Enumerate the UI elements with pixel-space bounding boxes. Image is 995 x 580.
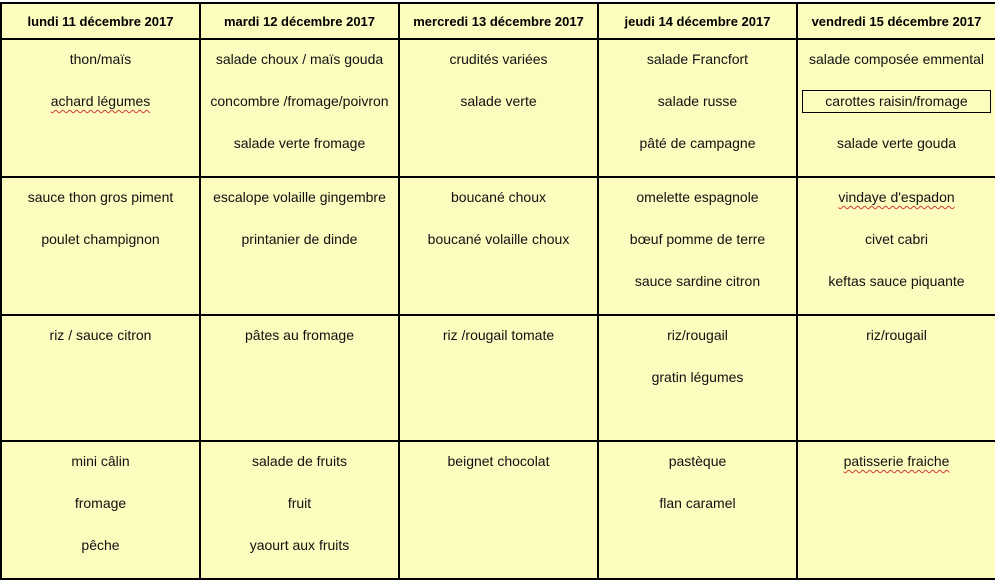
dish-item: printanier de dinde xyxy=(241,231,358,247)
dish-item: yaourt aux fruits xyxy=(249,537,350,553)
dish-item: sauce thon gros piment xyxy=(27,189,174,205)
dish-item: pêche xyxy=(81,537,120,553)
menu-cell[interactable] xyxy=(200,177,399,315)
day-header-thursday: jeudi 14 décembre 2017 xyxy=(598,3,797,39)
dish-item: salade russe xyxy=(657,93,738,109)
dish-item: salade composée emmental xyxy=(808,51,985,67)
menu-cell[interactable] xyxy=(399,39,598,177)
menu-row-desserts xyxy=(1,441,995,579)
dish-item: salade verte fromage xyxy=(233,135,366,151)
dish-item: concombre /fromage/poivron xyxy=(210,93,389,109)
dish-item: escalope volaille gingembre xyxy=(213,189,386,205)
dish-item: pâté de campagne xyxy=(639,135,756,151)
dish-item: gratin légumes xyxy=(651,369,744,385)
menu-cell[interactable] xyxy=(1,315,200,441)
menu-cell[interactable] xyxy=(1,177,200,315)
dish-item: beignet chocolat xyxy=(447,453,550,469)
menu-cell[interactable] xyxy=(399,441,598,579)
dish-item: crudités variées xyxy=(449,51,548,67)
dish-item: thon/maïs xyxy=(69,51,132,67)
menu-header xyxy=(1,3,995,39)
dish-item: boucané volaille choux xyxy=(427,231,570,247)
menu-cell[interactable] xyxy=(797,441,995,579)
dish-item: riz / sauce citron xyxy=(49,327,152,343)
dish-item: flan caramel xyxy=(659,495,736,511)
dish-item: riz/rougail xyxy=(866,327,927,343)
day-header-tuesday: mardi 12 décembre 2017 xyxy=(200,3,399,39)
dish-item: civet cabri xyxy=(864,231,929,247)
menu-cell[interactable] xyxy=(200,39,399,177)
menu-cell[interactable] xyxy=(797,39,995,177)
dish-item xyxy=(798,188,995,230)
dish-item: salade verte xyxy=(460,93,537,109)
weekly-menu-table xyxy=(0,2,995,580)
menu-cell[interactable] xyxy=(797,315,995,441)
dish-item: riz/rougail xyxy=(667,327,728,343)
menu-row-mains xyxy=(1,177,995,315)
dish-item: fruit xyxy=(287,495,312,511)
dish-item: mini câlin xyxy=(71,453,130,469)
dish-item-text: vindaye d'espadon xyxy=(838,189,955,205)
dish-item: salade de fruits xyxy=(252,453,347,469)
day-header-wednesday: mercredi 13 décembre 2017 xyxy=(399,3,598,39)
selected-dish-text: carottes raisin/fromage xyxy=(802,90,990,113)
menu-cell[interactable] xyxy=(399,315,598,441)
dish-item xyxy=(2,92,199,134)
dish-item-text: patisserie fraiche xyxy=(843,453,950,469)
dish-item: pastèque xyxy=(668,453,727,469)
menu-cell[interactable] xyxy=(1,441,200,579)
menu-row-sides xyxy=(1,315,995,441)
menu-cell[interactable] xyxy=(200,315,399,441)
dish-item: salade choux / maïs gouda xyxy=(215,51,384,67)
dish-item: salade verte gouda xyxy=(836,135,957,151)
dish-item: omelette espagnole xyxy=(636,189,759,205)
dish-item: boucané choux xyxy=(451,189,546,205)
dish-item: pâtes au fromage xyxy=(245,327,354,343)
dish-item-text: achard légumes xyxy=(50,93,151,109)
header-row xyxy=(1,3,995,39)
menu-cell[interactable] xyxy=(200,441,399,579)
dish-item: fromage xyxy=(74,495,127,511)
dish-item: sauce sardine citron xyxy=(634,273,761,289)
day-header-monday: lundi 11 décembre 2017 xyxy=(1,3,200,39)
dish-item: bœuf pomme de terre xyxy=(629,231,766,247)
dish-item: keftas sauce piquante xyxy=(828,273,965,289)
dish-item: riz /rougail tomate xyxy=(442,327,555,343)
dish-item: salade Francfort xyxy=(646,51,749,67)
dish-item xyxy=(798,452,995,494)
menu-row-starters xyxy=(1,39,995,177)
menu-cell[interactable] xyxy=(598,177,797,315)
menu-cell[interactable] xyxy=(598,39,797,177)
day-header-friday: vendredi 15 décembre 2017 xyxy=(797,3,995,39)
selected-dish-item[interactable] xyxy=(798,92,995,134)
menu-cell[interactable] xyxy=(797,177,995,315)
menu-cell[interactable] xyxy=(1,39,200,177)
menu-cell[interactable] xyxy=(598,315,797,441)
menu-cell[interactable] xyxy=(399,177,598,315)
dish-item: poulet champignon xyxy=(41,231,160,247)
menu-cell[interactable] xyxy=(598,441,797,579)
